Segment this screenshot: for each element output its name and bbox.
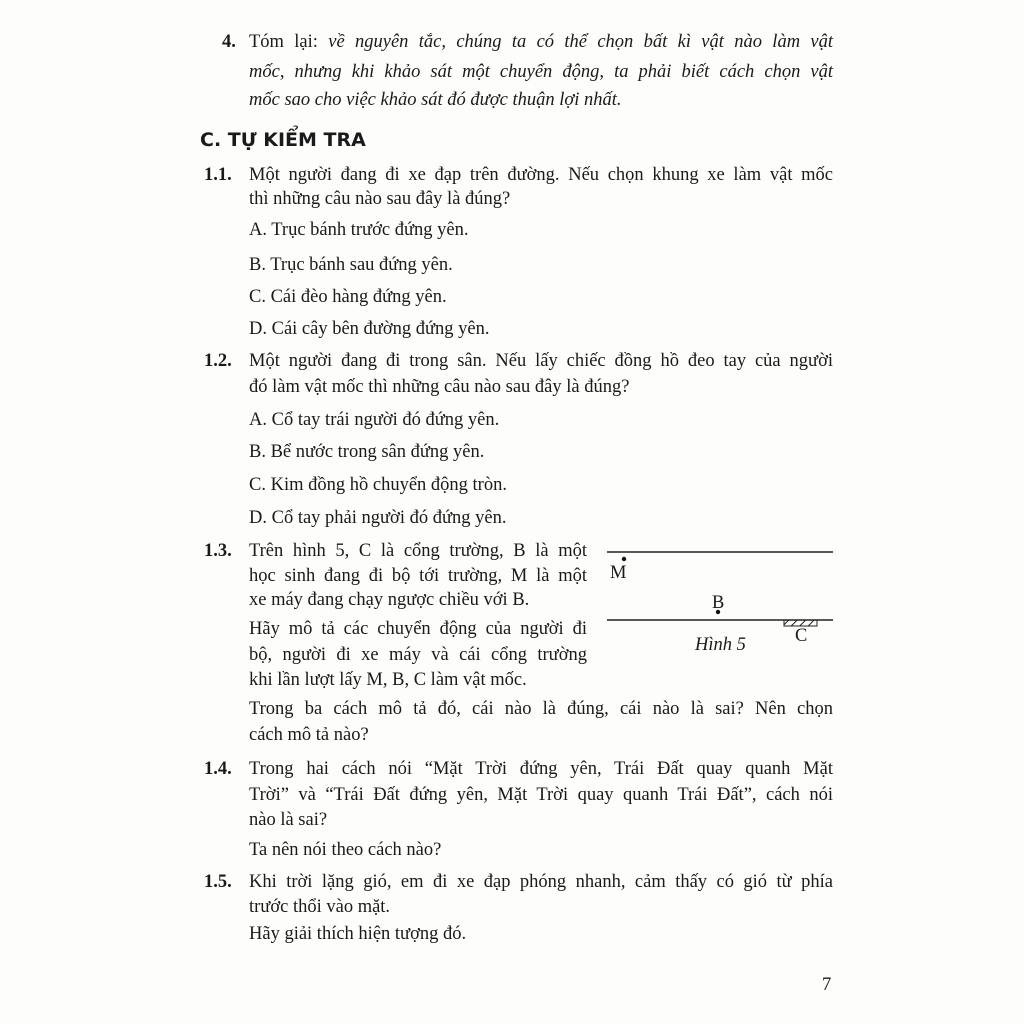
label-b: B <box>712 593 725 613</box>
lead-text: Tóm lại: <box>249 32 329 52</box>
option: D. Cái cây bên đường đứng yên. <box>249 319 490 339</box>
section-heading: C. TỰ KIỂM TRA <box>200 129 366 151</box>
question-line: Trên hình 5, C là cổng trường, B là một <box>249 541 587 561</box>
text-line: mốc, nhưng khi khảo sát một chuyển động, ta phải biết cách chọn vật <box>249 62 833 82</box>
page-number: 7 <box>822 975 832 995</box>
option: A. Cổ tay trái người đó đứng yên. <box>249 410 500 430</box>
text-line <box>249 31 833 53</box>
question-line: khi lần lượt lấy M, B, C làm vật mốc. <box>249 670 527 690</box>
question-line: Hãy mô tả các chuyển động của người đi <box>249 619 587 639</box>
question-line: Một người đang đi xe đạp trên đường. Nếu chọn khung xe làm vật mốc <box>249 165 833 185</box>
label-m: M <box>610 563 627 583</box>
figure-5 <box>600 545 840 661</box>
question-line: nào là sai? <box>249 810 328 830</box>
label-c: C <box>795 626 808 646</box>
question-number: 1.1. <box>204 165 232 185</box>
point-m <box>622 557 626 561</box>
item-number: 4. <box>222 32 236 52</box>
option: D. Cổ tay phải người đó đứng yên. <box>249 508 507 528</box>
question-line: bộ, người đi xe máy và cái cổng trường <box>249 645 587 665</box>
option: B. Bể nước trong sân đứng yên. <box>249 442 485 462</box>
question-line: Ta nên nói theo cách nào? <box>249 840 442 860</box>
question-number: 1.3. <box>204 541 232 561</box>
question-number: 1.4. <box>204 759 232 779</box>
question-number: 1.5. <box>204 872 232 892</box>
question-line: Hãy giải thích hiện tượng đó. <box>249 924 467 944</box>
question-line: Trong hai cách nói “Mặt Trời đứng yên, Trái Đất quay quanh Mặt <box>249 759 833 779</box>
question-line: đó làm vật mốc thì những câu nào sau đây là đúng? <box>249 377 630 397</box>
option: C. Cái đèo hàng đứng yên. <box>249 287 447 307</box>
question-line: trước thổi vào mặt. <box>249 897 391 917</box>
question-line: Một người đang đi trong sân. Nếu lấy chiếc đồng hồ đeo tay của người <box>249 351 833 371</box>
question-line: xe máy đang chạy ngược chiều với B. <box>249 590 530 610</box>
question-line: Khi trời lặng gió, em đi xe đạp phóng nhanh, cảm thấy có gió từ phía <box>249 872 833 892</box>
option: B. Trục bánh sau đứng yên. <box>249 255 453 275</box>
figure-caption: Hình 5 <box>695 635 746 655</box>
option: A. Trục bánh trước đứng yên. <box>249 220 469 240</box>
question-line: Trong ba cách mô tả đó, cái nào là đúng, cái nào là sai? Nên chọn <box>249 699 833 719</box>
question-line: thì những câu nào sau đây là đúng? <box>249 189 511 209</box>
question-line: cách mô tả nào? <box>249 725 369 745</box>
italic-text: về nguyên tắc, chúng ta có thể chọn bất kì vật nào làm vật <box>328 32 833 52</box>
question-line: học sinh đang đi bộ tới trường, M là một <box>249 566 587 586</box>
question-number: 1.2. <box>204 351 232 371</box>
question-line: Trời” và “Trái Đất đứng yên, Mặt Trời quay quanh Trái Đất”, cách nói <box>249 785 833 805</box>
text-line: mốc sao cho việc khảo sát đó được thuận lợi nhất. <box>249 90 622 110</box>
option: C. Kim đồng hồ chuyển động tròn. <box>249 475 507 495</box>
